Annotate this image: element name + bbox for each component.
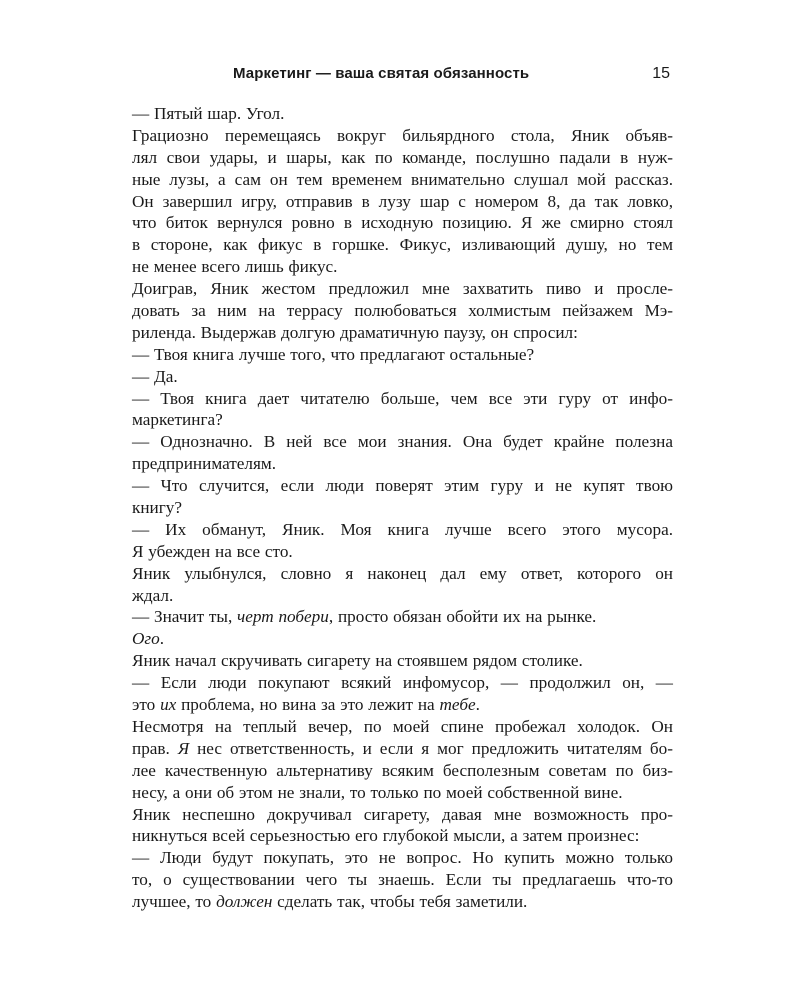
text-line: — Их обманут, Яник. Моя книга лучше всего этого мусора. bbox=[132, 519, 673, 539]
text-line: лял свои удары, и шары, как по команде, послушно падали в нуж- bbox=[132, 147, 673, 167]
text-line: — Значит ты, черт побери, просто обязан обойти их на рынке. bbox=[132, 607, 597, 627]
text-line: — Люди будут покупать, это не вопрос. Но купить можно только bbox=[132, 848, 673, 868]
text-line: Я убежден на все сто. bbox=[132, 541, 293, 561]
text-line: — Твоя книга лучше того, что предлагают остальные? bbox=[132, 344, 535, 364]
text-line: что биток вернулся ровно в исходную позицию. Я же смирно стоял bbox=[132, 213, 673, 233]
text-line: Он завершил игру, отправив в лузу шар с номером 8, да так ловко, bbox=[132, 191, 673, 211]
text-line: Доиграв, Яник жестом предложил мне захватить пиво и просле- bbox=[132, 279, 673, 299]
text-line: — Пятый шар. Угол. bbox=[132, 104, 285, 123]
chapter-title: Маркетинг — ваша святая обязанность bbox=[233, 65, 530, 82]
text-line: Несмотря на теплый вечер, по моей спине пробежал холодок. Он bbox=[132, 716, 673, 736]
text-line: прав. Я нес ответственность, и если я мог предложить читателям бо- bbox=[132, 738, 673, 758]
text-line: — Да. bbox=[132, 366, 178, 386]
text-line: несу, а они об этом не знали, то только по моей собственной вине. bbox=[132, 782, 623, 802]
text-line: в стороне, как фикус в горшке. Фикус, изливающий душу, но тем bbox=[132, 235, 673, 255]
text-line: лучшее, то должен сделать так, чтобы тебя заметили. bbox=[132, 892, 528, 912]
text-line: то, о существовании чего ты знаешь. Если ты предлагаешь что-то bbox=[132, 870, 673, 890]
text-line: никнуться всей серьезностью его глубокой мысли, а затем произнес: bbox=[132, 826, 640, 846]
text-line: книгу? bbox=[132, 498, 183, 518]
text-line: Ого. bbox=[132, 629, 165, 649]
text-line: это их проблема, но вина за это лежит на тебе. bbox=[132, 695, 480, 715]
text-line: — Что случится, если люди поверят этим гуру и не купят твою bbox=[132, 476, 673, 496]
text-line: — Однозначно. В ней все мои знания. Она будет крайне полезна bbox=[132, 432, 673, 452]
text-line: Яник улыбнулся, словно я наконец дал ему ответ, которого он bbox=[132, 563, 673, 583]
text-line: лее качественную альтернативу всяким бесполезным советам по биз- bbox=[132, 760, 673, 780]
text-line: маркетинга? bbox=[132, 410, 223, 430]
page-number: 15 bbox=[652, 65, 670, 82]
text-line: — Если люди покупают всякий инфомусор, — продолжил он, — bbox=[132, 673, 673, 693]
text-line: Яник неспешно докручивал сигарету, давая мне возможность про- bbox=[132, 804, 673, 824]
text-line: ждал. bbox=[132, 585, 174, 605]
text-line: не менее всего лишь фикус. bbox=[132, 257, 338, 277]
text-line: довать за ним на террасу полюбоваться холмистым пейзажем Мэ- bbox=[132, 301, 673, 321]
text-line: Яник начал скручивать сигарету на стоявшем рядом столике. bbox=[132, 651, 583, 671]
text-line: предпринимателям. bbox=[132, 454, 277, 474]
text-line: риленда. Выдержав долгую драматичную паузу, он спросил: bbox=[132, 322, 578, 342]
body-text bbox=[132, 103, 673, 913]
text-line: Грациозно перемещаясь вокруг бильярдного стола, Яник объяв- bbox=[132, 125, 673, 145]
running-header bbox=[132, 63, 672, 85]
text-line: ные лузы, а сам он тем временем внимательно слушал мой рассказ. bbox=[132, 169, 673, 189]
text-line: — Твоя книга дает читателю больше, чем все эти гуру от инфо- bbox=[132, 388, 673, 408]
